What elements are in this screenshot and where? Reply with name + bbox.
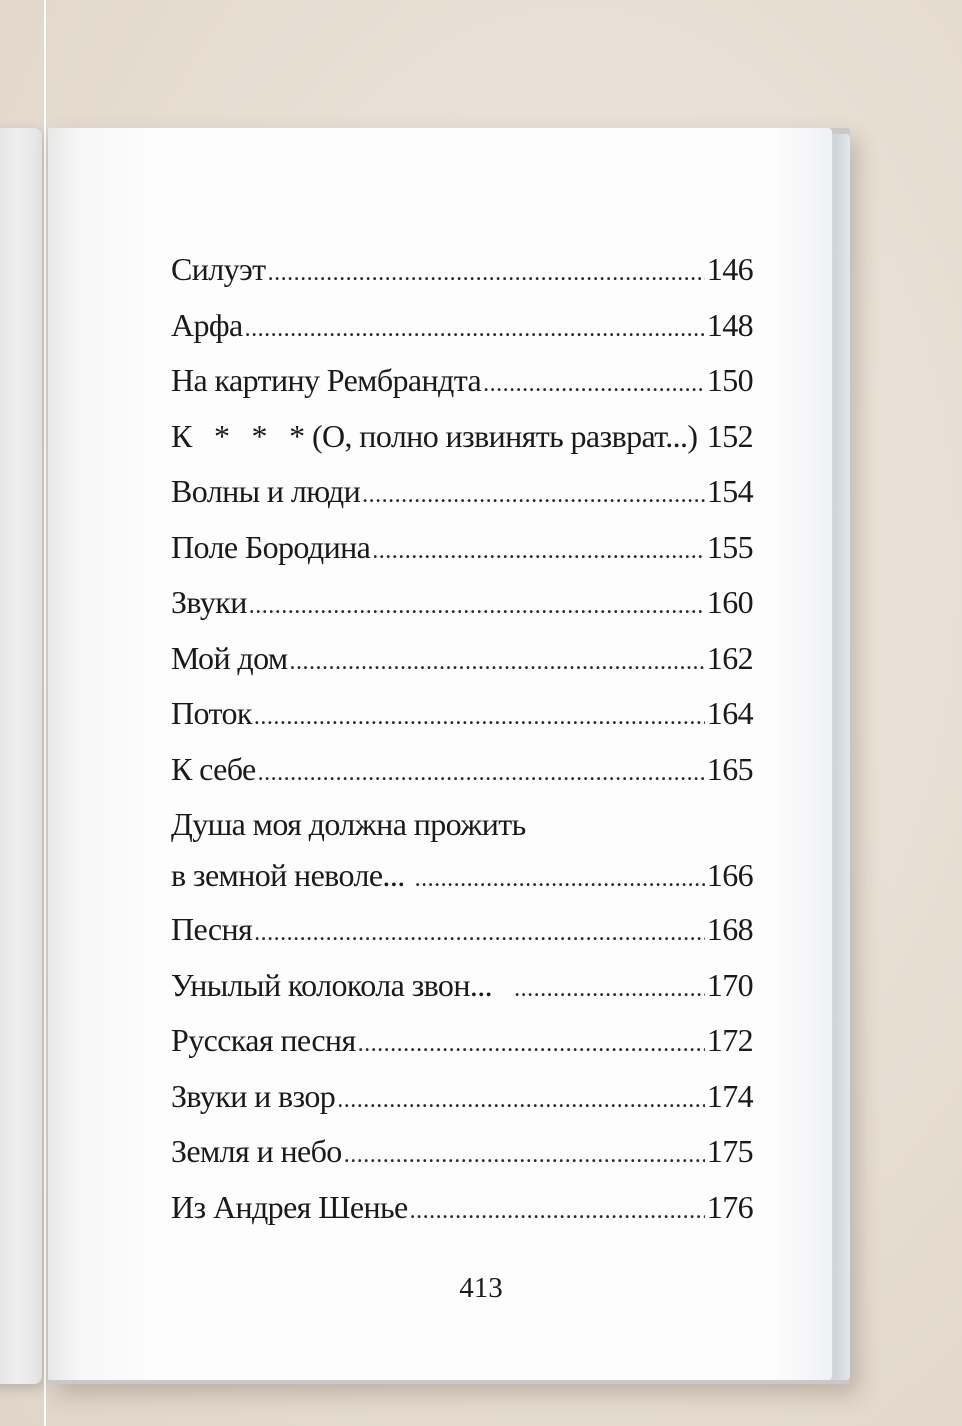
toc-leader-dots — [514, 964, 705, 1014]
toc-entry-title: К себе — [171, 750, 256, 787]
toc-entry-page: 172 — [706, 1022, 753, 1058]
toc-entry — [171, 688, 753, 744]
toc-leader-dots — [483, 359, 705, 409]
toc-leader-dots — [258, 748, 705, 798]
toc-entry — [171, 960, 753, 1016]
toc-leader-dots — [337, 1075, 705, 1125]
toc-entry — [171, 244, 753, 300]
toc-leader-dots — [372, 526, 705, 576]
toc-entry-page: 150 — [706, 362, 753, 398]
toc-entry-page: 165 — [706, 750, 753, 787]
toc-leader-dots — [344, 1130, 705, 1180]
toc-entry-title: К * * * (О, полно извинять разврат...) — [171, 417, 698, 454]
toc-entry-title: Силуэт — [171, 251, 266, 287]
toc-leader-dots — [254, 692, 705, 742]
toc-entry — [171, 1126, 753, 1182]
toc-entry — [171, 522, 753, 578]
toc-leader-dots — [358, 1019, 705, 1069]
toc-entry-page: 176 — [706, 1188, 753, 1225]
toc-leader-dots — [254, 908, 705, 958]
toc-entry-title: На картину Рембрандта — [171, 362, 482, 398]
toc-entry-page: 168 — [706, 911, 753, 947]
toc-entry-title: Из Андрея Шенье — [171, 1188, 408, 1225]
toc-entry-page: 174 — [706, 1077, 753, 1114]
toc-entry — [171, 466, 753, 522]
toc-entry-title: Звуки — [171, 584, 247, 620]
table-of-contents — [171, 244, 753, 1237]
toc-entry-page: 152 — [706, 417, 753, 454]
toc-entry-page: 160 — [706, 584, 753, 620]
toc-entry-page: 155 — [706, 528, 753, 565]
toc-entry-title-line1: Душа моя должна прожить — [171, 806, 526, 842]
toc-leader-dots — [362, 470, 705, 520]
toc-leader-dots — [249, 581, 705, 631]
toc-entry-page: 148 — [706, 306, 753, 343]
toc-entry — [171, 411, 753, 467]
toc-entry — [171, 744, 753, 800]
toc-leader-dots — [245, 304, 705, 354]
toc-entry — [171, 1182, 753, 1238]
toc-entry — [171, 355, 753, 411]
toc-entry-page: 170 — [706, 966, 753, 1003]
toc-entry-title: Звуки и взор — [171, 1077, 336, 1114]
toc-entry — [171, 1015, 753, 1071]
toc-entry-title: Русская песня — [171, 1022, 356, 1058]
toc-entry-second-line — [171, 849, 753, 901]
toc-entry-page: 162 — [706, 639, 753, 676]
spine-line — [44, 0, 46, 1426]
toc-entry-page: 154 — [706, 473, 753, 509]
toc-leader-dots — [410, 1186, 705, 1236]
left-page-edge — [0, 128, 42, 1384]
page-number: 413 — [459, 1272, 503, 1304]
toc-entry — [171, 633, 753, 689]
toc-entry-multiline — [171, 799, 753, 904]
toc-entry-title: Арфа — [171, 306, 243, 343]
toc-entry — [171, 1071, 753, 1127]
toc-leader-dots — [290, 637, 705, 687]
toc-entry-page: 175 — [706, 1133, 753, 1169]
toc-leader-dots — [268, 248, 705, 298]
toc-entry — [171, 577, 753, 633]
toc-entry-title: Земля и небо — [171, 1133, 342, 1169]
toc-entry-title: Волны и люди — [171, 473, 361, 509]
toc-entry — [171, 300, 753, 356]
toc-entry-title: Унылый колокола звон... — [171, 966, 493, 1003]
toc-entry-title: Поле Бородина — [171, 528, 371, 565]
toc-entry-title-line2: в земной неволе... — [171, 857, 405, 893]
toc-entry-page: 166 — [706, 857, 753, 893]
toc-entry-title: Мой дом — [171, 639, 288, 676]
toc-entry-page: 164 — [706, 695, 753, 731]
toc-entry-page: 146 — [706, 251, 753, 287]
toc-entry-title: Поток — [171, 695, 252, 731]
toc-leader-dots — [415, 853, 705, 905]
toc-entry-title: Песня — [171, 911, 253, 947]
toc-entry — [171, 904, 753, 960]
